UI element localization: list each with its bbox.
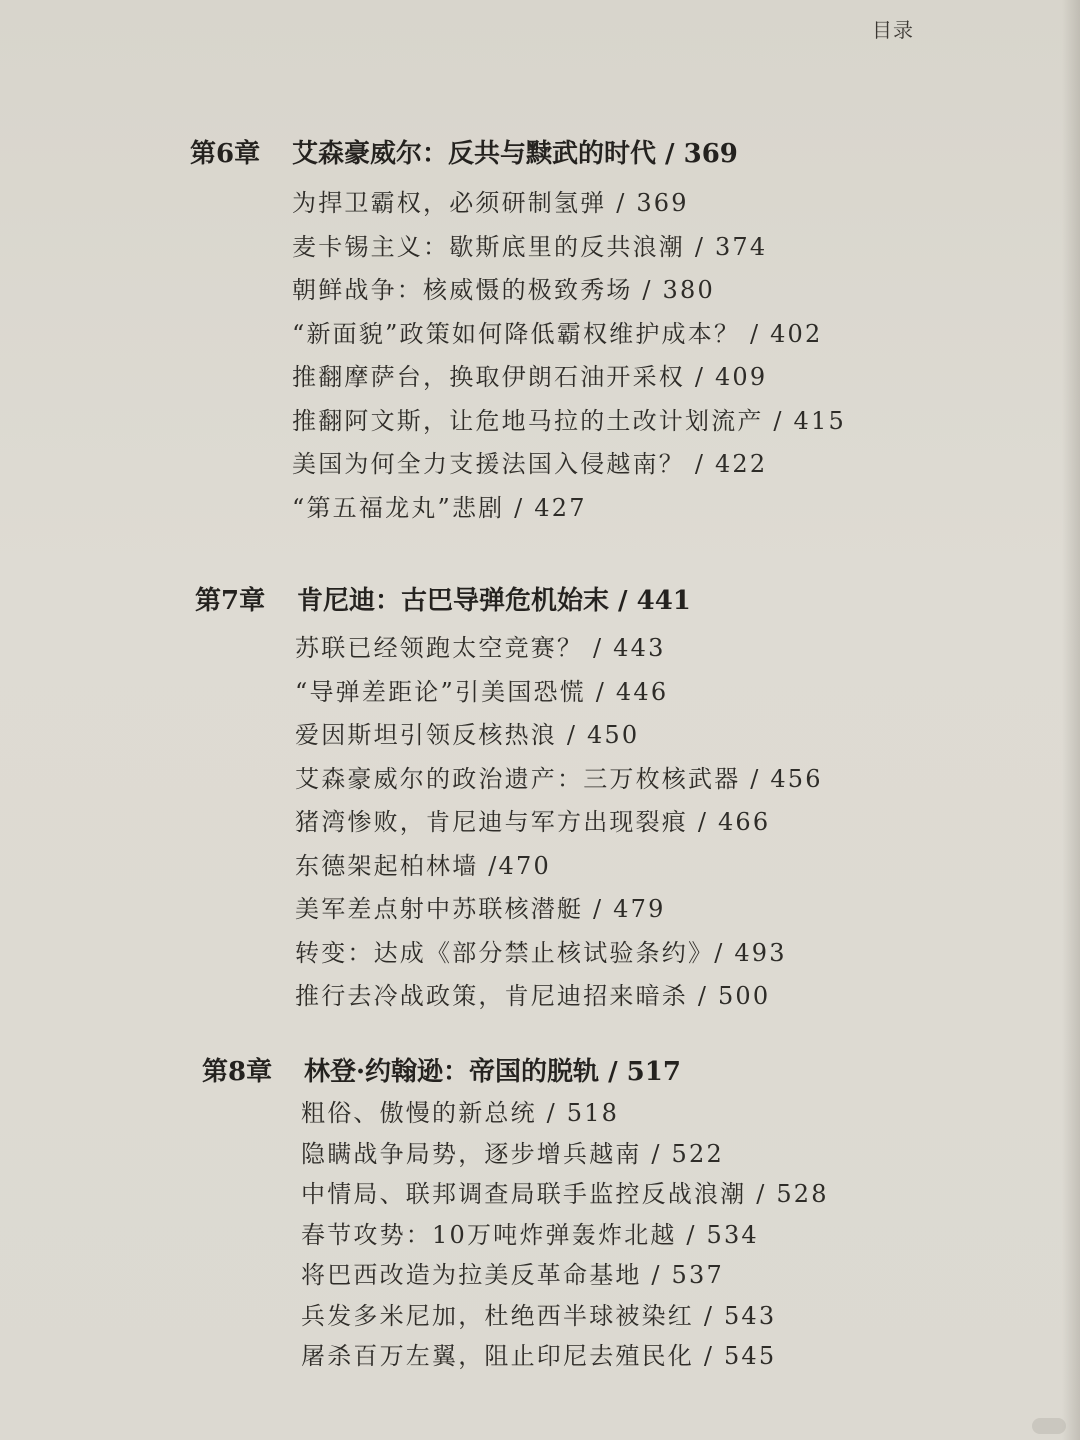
chapter-title: 艾森豪威尔：反共与黩武的时代 / 369	[292, 139, 738, 169]
toc-entry: 屠杀百万左翼，阻止印尼去殖民化 / 545	[301, 1342, 777, 1370]
toc-entry: 美国为何全力支援法国入侵越南？ / 422	[292, 450, 768, 478]
toc-entry: 推翻阿文斯，让危地马拉的土改计划流产 / 415	[292, 406, 846, 435]
chapter-title: 林登·约翰逊：帝国的脱轨 / 517	[304, 1057, 681, 1087]
toc-entry: 为捍卫霸权，必须研制氢弹 / 369	[292, 189, 689, 217]
toc-entry: 苏联已经领跑太空竞赛？ / 443	[295, 634, 666, 662]
toc-entry: “第五福龙丸”悲剧 / 427	[292, 493, 587, 522]
page-number-smudge	[1032, 1418, 1066, 1434]
toc-entry: 爱因斯坦引领反核热浪 / 450	[295, 721, 640, 749]
chapter-label: 第6章	[190, 139, 261, 169]
toc-entry: 推行去冷战政策，肯尼迪招来暗杀 / 500	[295, 982, 771, 1010]
toc-entry: 春节攻势：10万吨炸弹轰炸北越 / 534	[301, 1220, 759, 1249]
chapter-7-heading	[195, 580, 691, 617]
chapter-6-sections	[292, 182, 846, 530]
toc-entry: 麦卡锡主义：歇斯底里的反共浪潮 / 374	[292, 232, 768, 261]
chapter-8-heading	[202, 1051, 681, 1088]
toc-entry: “导弹差距论”引美国恐慌 / 446	[295, 677, 669, 706]
toc-entry: 中情局、联邦调查局联手监控反战浪潮 / 528	[301, 1180, 829, 1208]
toc-entry: 东德架起柏林墙 /470	[295, 851, 551, 880]
toc-entry: 隐瞒战争局势，逐步增兵越南 / 522	[301, 1139, 724, 1168]
toc-entry: 转变：达成《部分禁止核试验条约》/ 493	[295, 938, 787, 967]
toc-entry: 推翻摩萨台，换取伊朗石油开采权 / 409	[292, 363, 768, 391]
toc-entry: 美军差点射中苏联核潜艇 / 479	[295, 895, 666, 923]
chapter-label: 第7章	[195, 586, 266, 616]
chapter-title: 肯尼迪：古巴导弹危机始末 / 441	[297, 586, 691, 616]
toc-entry: 朝鲜战争：核威慑的极致秀场 / 380	[292, 276, 715, 304]
running-head: 目录	[872, 18, 914, 42]
chapter-8-sections	[301, 1093, 829, 1377]
page-edge-shadow	[1062, 0, 1080, 1440]
chapter-label: 第8章	[202, 1057, 273, 1087]
toc-entry: 兵发多米尼加，杜绝西半球被染红 / 543	[301, 1301, 777, 1330]
toc-entry: 将巴西改造为拉美反革命基地 / 537	[301, 1261, 724, 1289]
toc-entry: 艾森豪威尔的政治遗产：三万枚核武器 / 456	[295, 764, 823, 793]
toc-entry: “新面貌”政策如何降低霸权维护成本？ / 402	[292, 319, 823, 348]
toc-entry: 猪湾惨败，肯尼迪与军方出现裂痕 / 466	[295, 808, 771, 836]
chapter-6-heading	[190, 133, 738, 170]
chapter-7-sections	[295, 627, 823, 1019]
toc-entry: 粗俗、傲慢的新总统 / 518	[301, 1099, 620, 1127]
